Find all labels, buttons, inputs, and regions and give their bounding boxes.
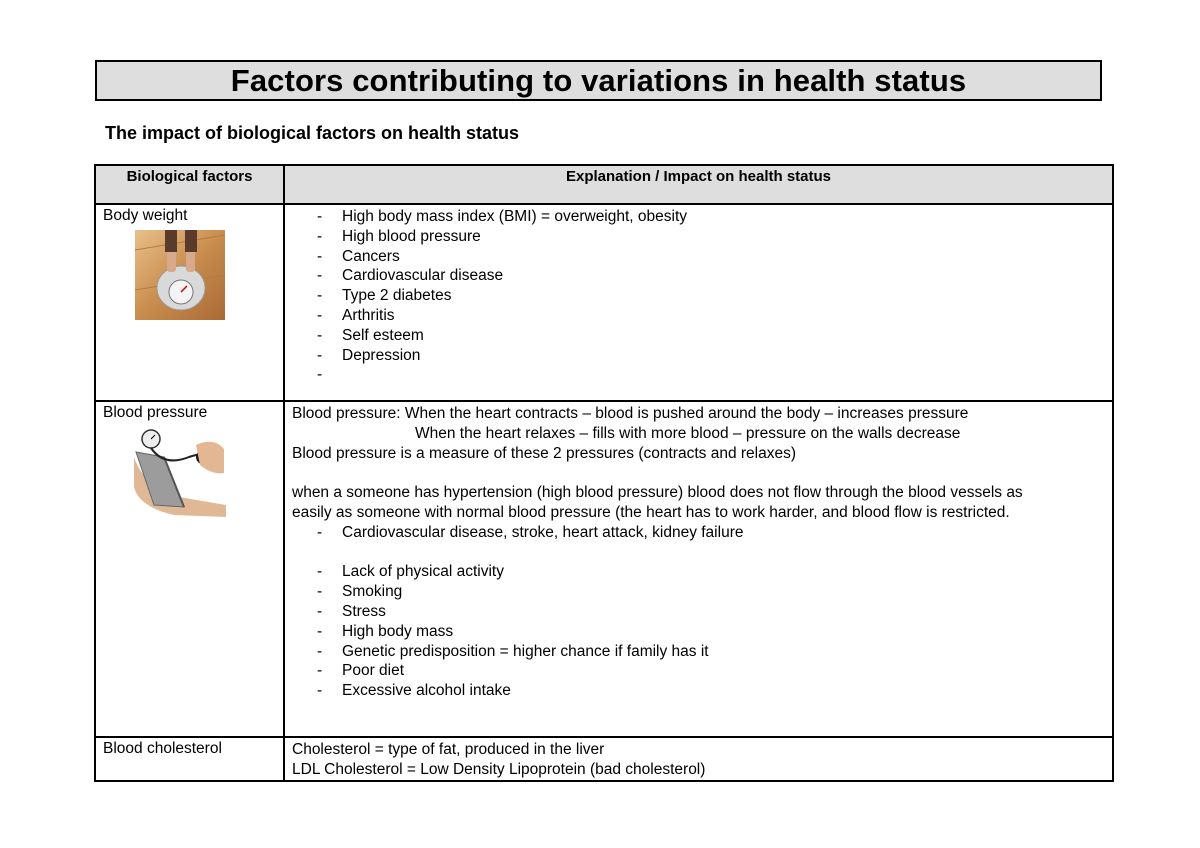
list-item: - Cancers	[317, 247, 400, 265]
text-line: When the heart relaxes – fills with more blood – pressure on the walls decrease	[415, 424, 961, 442]
factor-label: Body weight	[103, 207, 188, 224]
factor-label: Blood cholesterol	[103, 740, 222, 757]
column-header-explanation: Explanation / Impact on health status	[284, 165, 1113, 204]
factor-cell	[95, 204, 284, 401]
effects-list	[292, 523, 1112, 543]
column-header-factor: Biological factors	[95, 165, 284, 204]
text-line: Cholesterol = type of fat, produced in the liver	[292, 741, 605, 758]
explanation-cell	[284, 737, 1113, 781]
causes-list	[292, 562, 1112, 701]
text-line: Blood pressure: When the heart contracts – blood is pushed around the body – increases pressure	[292, 405, 969, 422]
list-item: - Stress	[317, 602, 386, 620]
list-item: - Cardiovascular disease, stroke, heart attack, kidney failure	[317, 523, 744, 541]
list-item: - Genetic predisposition = higher chance if family has it	[317, 642, 709, 660]
factor-cell	[95, 737, 284, 781]
explanation-cell	[284, 401, 1113, 737]
list-item: - Cardiovascular disease	[317, 267, 504, 285]
list-item: - High body mass	[317, 622, 454, 640]
page-title: Factors contributing to variations in health status	[230, 62, 967, 98]
table-row	[95, 401, 1113, 737]
blood-pressure-cuff-photo-icon	[134, 427, 226, 517]
factors-table	[94, 164, 1114, 782]
text-line: easily as someone with normal blood pressure (the heart has to work harder, and blood flow is restricted.	[292, 503, 1010, 521]
factor-label: Blood pressure	[103, 404, 208, 421]
list-item: - Self esteem	[317, 326, 424, 344]
text-line: Blood pressure is a measure of these 2 pressures (contracts and relaxes)	[292, 444, 796, 462]
table-row	[95, 737, 1113, 781]
explanation-cell	[284, 204, 1113, 401]
list-item: - Depression	[317, 346, 421, 364]
list-item: - Lack of physical activity	[317, 563, 504, 581]
list-item: - Excessive alcohol intake	[317, 682, 511, 700]
title-box	[95, 60, 1102, 101]
scale-photo-icon	[135, 230, 225, 320]
list-item: -	[317, 366, 323, 384]
factor-cell	[95, 401, 284, 737]
text-line: when a someone has hypertension (high blood pressure) blood does not flow through the blood vessels as	[292, 484, 1023, 502]
list-item: - High body mass index (BMI) = overweight, obesity	[317, 208, 688, 225]
section-subtitle: The impact of biological factors on health status	[105, 123, 520, 143]
table-row	[95, 204, 1113, 401]
list-item: - Poor diet	[317, 662, 405, 680]
list-item: - Type 2 diabetes	[317, 287, 452, 305]
table-header-row	[95, 165, 1113, 204]
list-item: - Smoking	[317, 583, 403, 601]
list-item: - High blood pressure	[317, 227, 481, 245]
list-item: - Arthritis	[317, 306, 395, 324]
text-line: LDL Cholesterol = Low Density Lipoprotein (bad cholesterol)	[292, 760, 706, 778]
impact-list	[292, 207, 1112, 385]
